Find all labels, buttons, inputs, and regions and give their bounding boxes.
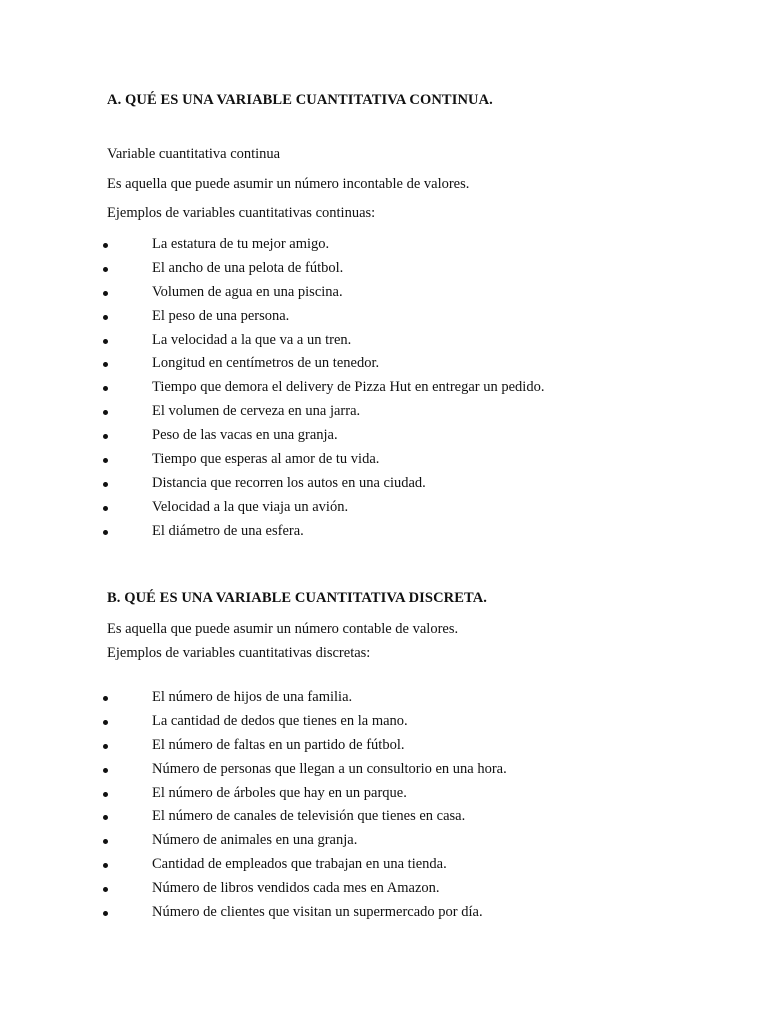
bullet-icon <box>103 696 108 701</box>
list-item-text: El ancho de una pelota de fútbol. <box>152 259 344 276</box>
list-item-text: Volumen de agua en una piscina. <box>152 283 343 300</box>
bullet-icon <box>103 410 108 415</box>
bullet-icon <box>103 815 108 820</box>
list-item-text: Tiempo que esperas al amor de tu vida. <box>152 451 380 468</box>
section-b-examples-intro: Ejemplos de variables cuantitativas discretas: <box>107 645 371 661</box>
bullet-icon <box>103 315 108 320</box>
list-item-text: El número de canales de televisión que tienes en casa. <box>152 808 466 825</box>
bullet-icon <box>103 720 108 725</box>
bullet-icon <box>103 530 108 535</box>
bullet-icon <box>103 458 108 463</box>
list-item-text: La estatura de tu mejor amigo. <box>152 236 330 252</box>
bullet-icon <box>103 339 108 344</box>
list-item-text: Tiempo que demora el delivery de Pizza Hut en entregar un pedido. <box>152 379 545 396</box>
list-item-text: Longitud en centímetros de un tenedor. <box>152 355 380 372</box>
bullet-icon <box>103 506 108 511</box>
bullet-icon <box>103 839 108 844</box>
list-item-text: Número de clientes que visitan un supermercado por día. <box>152 904 483 921</box>
bullet-icon <box>103 744 108 749</box>
bullet-icon <box>103 482 108 487</box>
section-b-heading: B. QUÉ ES UNA VARIABLE CUANTITATIVA DISCRETA. <box>107 590 487 606</box>
section-b-definition: Es aquella que puede asumir un número contable de valores. <box>107 621 459 637</box>
list-item-text: Número de libros vendidos cada mes en Amazon. <box>152 880 440 897</box>
list-item-text: Número de personas que llegan a un consultorio en una hora. <box>152 760 507 777</box>
list-item-text: Número de animales en una granja. <box>152 832 358 849</box>
bullet-icon <box>103 887 108 892</box>
list-item-text: El peso de una persona. <box>152 307 290 324</box>
list-item-text: Cantidad de empleados que trabajan en una tienda. <box>152 856 447 873</box>
list-item-text: El volumen de cerveza en una jarra. <box>152 403 361 420</box>
section-a-definition: Es aquella que puede asumir un número incontable de valores. <box>107 176 470 192</box>
bullet-icon <box>103 267 108 272</box>
bullet-icon <box>103 362 108 367</box>
list-item-text: El número de árboles que hay en un parque. <box>152 784 407 801</box>
bullet-icon <box>103 863 108 868</box>
bullet-icon <box>103 434 108 439</box>
section-a-examples-intro: Ejemplos de variables cuantitativas continuas: <box>107 205 376 221</box>
bullet-icon <box>103 386 108 391</box>
bullet-icon <box>103 911 108 916</box>
section-a-heading: A. QUÉ ES UNA VARIABLE CUANTITATIVA CONTINUA. <box>107 92 493 108</box>
list-item-text: El número de hijos de una familia. <box>152 689 353 705</box>
section-a-subtitle: Variable cuantitativa continua <box>107 146 281 162</box>
list-item-text: Distancia que recorren los autos en una ciudad. <box>152 474 426 491</box>
list-item-text: Peso de las vacas en una granja. <box>152 427 338 444</box>
list-item-text: Velocidad a la que viaja un avión. <box>152 498 349 515</box>
bullet-icon <box>103 792 108 797</box>
list-item-text: El diámetro de una esfera. <box>152 522 304 539</box>
list-item-text: La velocidad a la que va a un tren. <box>152 331 352 348</box>
bullet-icon <box>103 291 108 296</box>
bullet-icon <box>103 243 108 248</box>
list-item-text: La cantidad de dedos que tienes en la mano. <box>152 712 408 729</box>
bullet-icon <box>103 768 108 773</box>
list-item-text: El número de faltas en un partido de fútbol. <box>152 736 405 753</box>
